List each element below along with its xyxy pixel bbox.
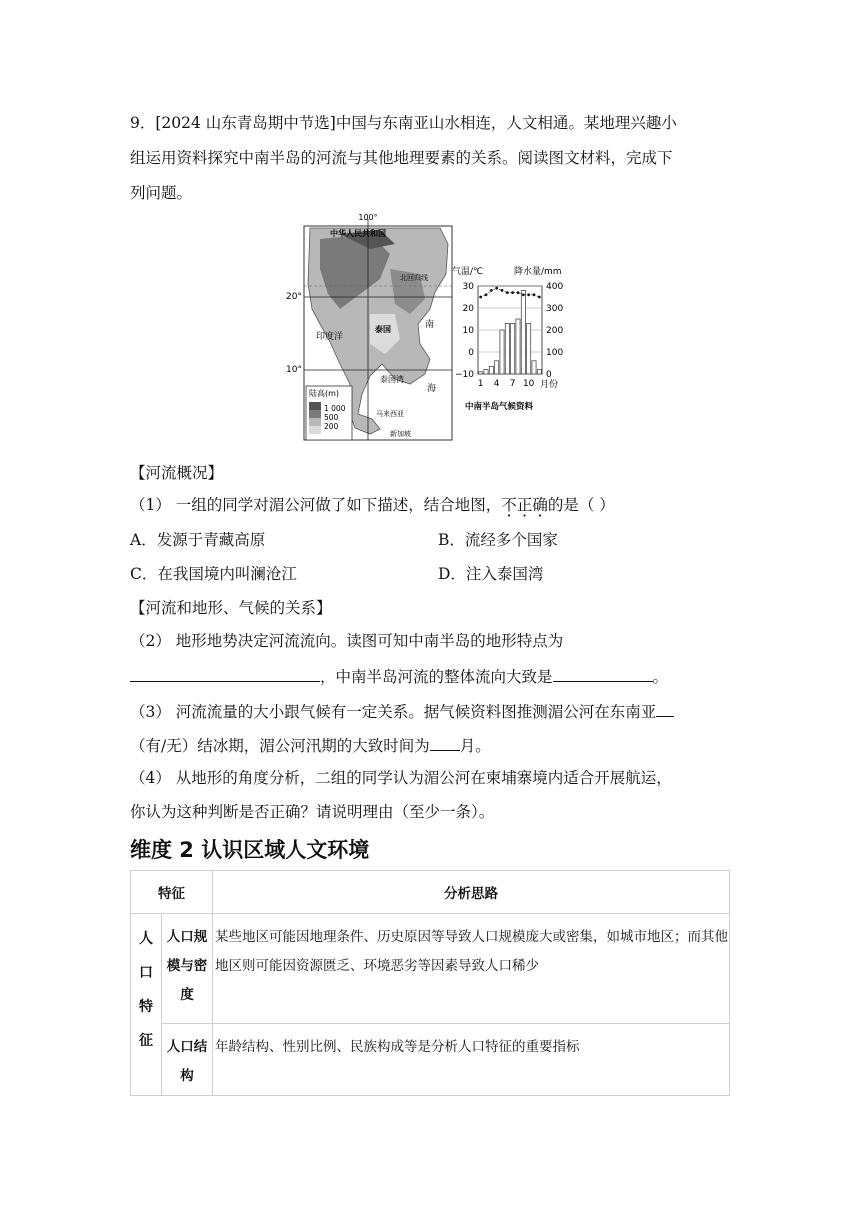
- q3-answer-blank-1[interactable]: [656, 700, 674, 717]
- temperature-point: [495, 287, 498, 290]
- q1-emph-2: 正: [516, 496, 533, 514]
- temperature-point: [485, 293, 488, 296]
- question-4-line-2: 你认为这种判断是否正确？请说明理由（至少一条）。: [130, 803, 495, 821]
- q1-emph-3: 确: [532, 496, 548, 514]
- feature-table: [130, 870, 730, 1096]
- chart-left-tick: 20: [462, 304, 474, 314]
- malaysia-label: 马来西亚: [376, 410, 404, 418]
- climate-chart: [452, 265, 563, 412]
- question-line-1: 9．[2024 山东青岛期中节选]中国与东南亚山水相连，人文相通。某地理兴趣小: [130, 114, 677, 132]
- label-line: 人口结: [166, 1039, 208, 1055]
- lat10-label: 10°: [286, 365, 302, 375]
- table-group-label: [131, 914, 162, 1096]
- chart-left-tick: 30: [462, 282, 474, 292]
- q2-answer-blank-2[interactable]: [553, 665, 653, 682]
- group-char: 特: [139, 999, 153, 1015]
- legend-swatch-0: [309, 426, 321, 434]
- chart-left-tick: 0: [468, 348, 474, 358]
- precip-bar: [516, 319, 520, 374]
- temperature-point: [538, 296, 541, 299]
- question-3-line-2: [130, 734, 730, 756]
- legend-swatch-1000: [309, 402, 321, 410]
- chart-x-tick: 7: [509, 379, 516, 389]
- group-char: 口: [139, 965, 153, 981]
- q2-end: 。: [652, 668, 669, 686]
- legend-swatch-500: [309, 410, 321, 418]
- row-label-scale-density: [162, 914, 213, 1024]
- question-4-line-1: （4） 从地形的角度分析，二组的同学认为湄公河在柬埔寨境内适合开展航运，: [130, 769, 672, 787]
- singapore-label: 新加坡: [390, 430, 411, 438]
- precip-bar: [511, 323, 515, 374]
- chart-xlabel: 月份: [540, 380, 559, 390]
- q1-suffix: 的是（ ）: [547, 496, 615, 514]
- group-char: 征: [139, 1033, 153, 1049]
- q1-emph-1: 不: [501, 496, 517, 514]
- option-a: A．发源于青藏高原: [130, 531, 266, 549]
- precip-bar: [489, 366, 493, 374]
- sea-south-label: 南: [425, 320, 435, 330]
- chart-right-tick: 300: [546, 304, 564, 314]
- temperature-point: [490, 289, 493, 292]
- precip-bar: [505, 323, 509, 374]
- chart-ylabel-right: 降水量/mm: [514, 267, 562, 277]
- table-header-feature: 特征: [131, 871, 213, 914]
- label-line: 人口规: [166, 929, 208, 945]
- chart-right-tick: 100: [546, 348, 564, 358]
- legend-title: 陆高(m): [309, 389, 340, 398]
- table-header-analysis: 分析思路: [213, 871, 730, 914]
- map-and-chart: [286, 213, 600, 444]
- temperature-point: [511, 291, 514, 294]
- group-char: 人: [139, 931, 153, 947]
- thai-label: 泰国: [375, 325, 391, 334]
- temperature-point: [522, 293, 525, 296]
- chart-right-tick: 400: [546, 282, 564, 292]
- legend-1000: 1 000: [324, 404, 346, 413]
- question-1: [130, 495, 730, 515]
- chart-ylabel-left: 气温/℃: [452, 267, 484, 277]
- temperature-point: [517, 291, 520, 294]
- temperature-point: [527, 293, 530, 296]
- chart-x-tick: 4: [493, 379, 500, 389]
- table-row: [131, 1024, 730, 1096]
- temperature-line: [481, 288, 540, 297]
- option-d: D．注入泰国湾: [438, 565, 544, 583]
- q3-line1: （3） 河流流量的大小跟气候有一定关系。据气候资料图推测湄公河在东南亚: [130, 703, 657, 721]
- label-line: 度: [180, 987, 194, 1003]
- legend-swatch-200: [309, 418, 321, 426]
- label-line: 构: [180, 1068, 194, 1084]
- sea-hai-label: 海: [427, 384, 437, 394]
- section-heading: 维度 2 认识区域人文环境: [130, 838, 370, 862]
- chart-x-tick: 10: [522, 379, 535, 389]
- temperature-point: [479, 296, 482, 299]
- lat20-label: 20°: [286, 292, 302, 302]
- precip-bar: [521, 290, 525, 374]
- q3-line2-a: （有/无）结冰期，湄公河汛期的大致时间为: [130, 737, 430, 755]
- question-3-line-1: [130, 700, 730, 722]
- precip-bar: [537, 370, 541, 374]
- label-line: 模与密: [166, 958, 208, 974]
- chart-right-tick: 0: [546, 370, 552, 380]
- option-c: C．在我国境内叫澜沧江: [130, 565, 297, 583]
- chart-x-tick: 1: [477, 379, 484, 389]
- q3-answer-blank-2[interactable]: [430, 734, 460, 751]
- precip-bar: [495, 361, 499, 374]
- lon-label: 100°: [358, 213, 378, 222]
- indian-ocean-label: 印度洋: [316, 332, 344, 342]
- q3-line2-b: 月。: [459, 737, 491, 755]
- row-label-structure: [162, 1024, 213, 1096]
- precip-bar: [479, 372, 483, 374]
- gulf-label: 泰国湾: [380, 375, 404, 384]
- row-content-scale-density: 某些地区可能因地理条件、历史原因等导致人口规模庞大或密集，如城市地区；而其他地区则可能因资源匮乏、环境恶劣等因素导致人口稀少: [213, 914, 730, 1024]
- table-row: [131, 914, 730, 1024]
- legend-200: 200: [324, 422, 339, 431]
- temperature-point: [506, 291, 509, 294]
- precip-bar: [532, 361, 536, 374]
- row-content-structure: 年龄结构、性别比例、民族构成等是分析人口特征的重要指标: [213, 1024, 730, 1096]
- precip-bar: [527, 323, 531, 374]
- chart-left-tick: 10: [462, 326, 474, 336]
- figure: [286, 213, 600, 444]
- chart-left-tick: −10: [455, 370, 474, 380]
- option-b: B．流经多个国家: [438, 531, 558, 549]
- precip-bar: [484, 370, 488, 374]
- chart-title: 中南半岛气候资料: [465, 402, 534, 412]
- q1-prefix: （1） 一组的同学对湄公河做了如下描述，结合地图，: [130, 496, 502, 514]
- china-label: 中华人民共和国: [330, 229, 386, 238]
- precip-bar: [500, 330, 504, 374]
- question-2-line-2: [130, 665, 730, 687]
- q2-mid: ，中南半岛河流的整体流向大致是: [320, 668, 553, 686]
- section-river-terrain-climate: 【河流和地形、气候的关系】: [130, 599, 332, 617]
- temperature-point: [533, 293, 536, 296]
- question-2-line-1: （2） 地形地势决定河流流向。读图可知中南半岛的地形特点为: [130, 632, 564, 650]
- question-line-3: 列问题。: [130, 184, 193, 202]
- tropic-label: 北回归线: [400, 274, 428, 282]
- legend-500: 500: [324, 413, 339, 422]
- chart-right-tick: 200: [546, 326, 564, 336]
- question-line-2: 组运用资料探究中南半岛的河流与其他地理要素的关系。阅读图文材料，完成下: [130, 149, 673, 167]
- section-river-overview: 【河流概况】: [130, 464, 224, 482]
- q2-answer-blank-1[interactable]: [130, 665, 320, 682]
- temperature-point: [501, 289, 504, 292]
